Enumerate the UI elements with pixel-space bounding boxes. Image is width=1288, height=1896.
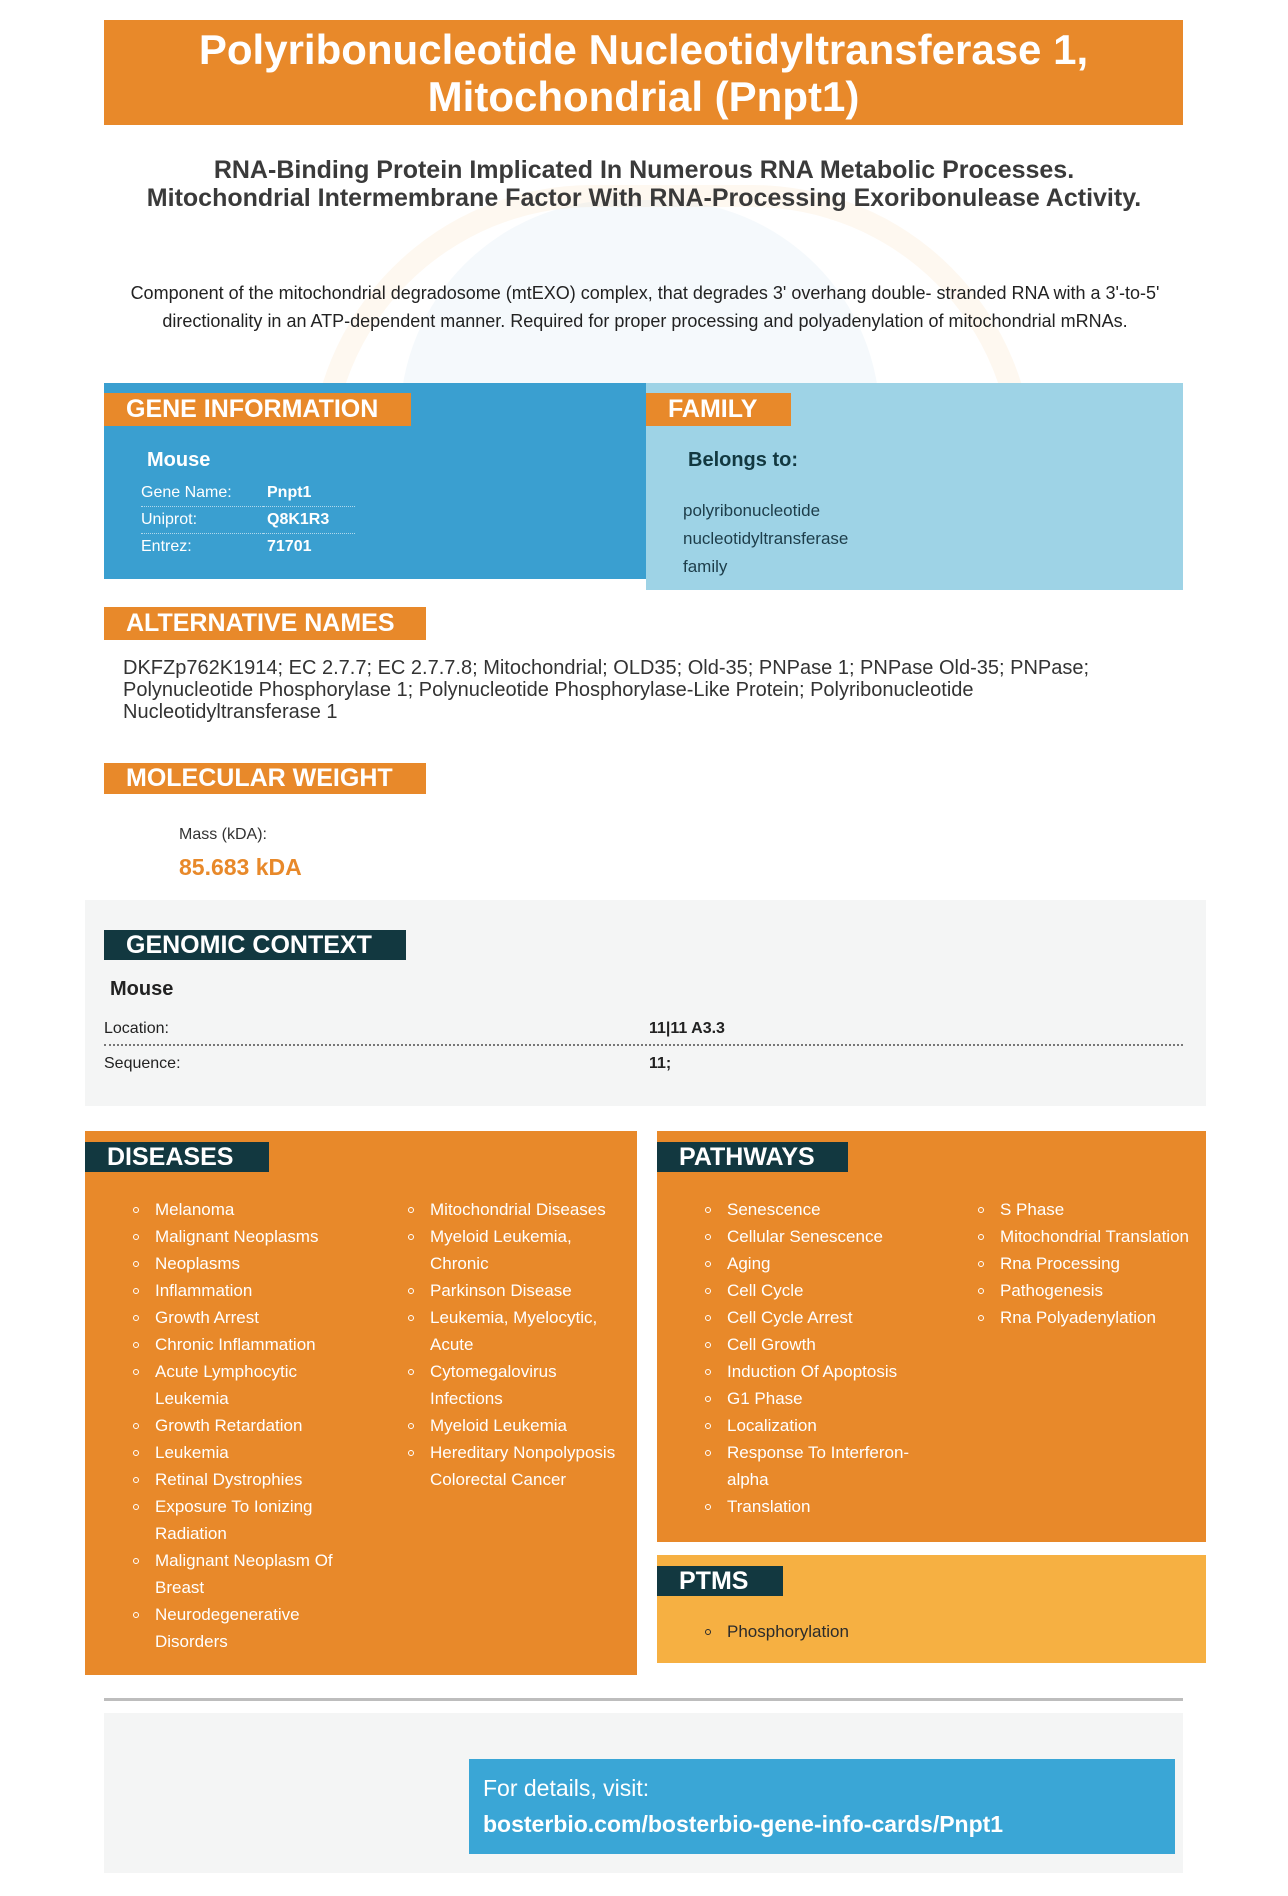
list-item: Mitochondrial Diseases — [405, 1196, 625, 1223]
list-item: Exposure To Ionizing Radiation — [130, 1493, 355, 1547]
gene-description: Component of the mitochondrial degradosome (mtEXO) complex, that degrades 3' overhang double- stranded RNA with a 3'-to-5' directionality in an ATP-dependent manner. Required for proper processing and polyadenylation of mitochondrial mRNAs. — [130, 283, 1160, 331]
uniprot-label: Uniprot: — [141, 507, 263, 534]
sequence-value: 11; — [649, 1055, 672, 1072]
pathways-panel — [657, 1131, 1206, 1542]
list-item: Aging — [702, 1250, 927, 1277]
list-item: S Phase — [975, 1196, 1205, 1223]
list-item: Localization — [702, 1412, 927, 1439]
sequence-label: Sequence: — [104, 1055, 181, 1072]
list-item: Neoplasms — [130, 1250, 355, 1277]
list-item: Hereditary Nonpolyposis Colorectal Cancer — [405, 1439, 625, 1493]
diseases-panel — [85, 1131, 637, 1675]
details-label: For details, visit: — [483, 1775, 650, 1801]
list-item: Cell Growth — [702, 1331, 927, 1358]
alternative-names-text: DKFZp762K1914; EC 2.7.7; EC 2.7.7.8; Mitochondrial; OLD35; Old-35; PNPase 1; PNPase Old-35; PNPase; Polynucleotide Phosphorylase 1; Polynucleotide Phosphorylase-Like Protein; Polyribonucleotide Nucleotidyltransferase 1 — [123, 657, 1090, 723]
details-callout[interactable] — [469, 1759, 1175, 1854]
molecular-weight-heading: MOLECULAR WEIGHT — [104, 763, 426, 794]
gene-info-row — [141, 534, 355, 561]
pathways-heading: PATHWAYS — [657, 1142, 848, 1172]
ptms-panel — [657, 1555, 1206, 1663]
list-item: Melanoma — [130, 1196, 355, 1223]
diseases-list-left — [130, 1196, 355, 1655]
gene-info-row — [141, 480, 355, 507]
gene-name-label: Gene Name: — [141, 480, 263, 507]
list-item: Cell Cycle Arrest — [702, 1304, 927, 1331]
list-item: G1 Phase — [702, 1385, 927, 1412]
list-item: Growth Arrest — [130, 1304, 355, 1331]
list-item: Myeloid Leukemia, Chronic — [405, 1223, 625, 1277]
gene-info-row — [141, 507, 355, 534]
entrez-value: 71701 — [267, 538, 312, 555]
list-item: Malignant Neoplasms — [130, 1223, 355, 1250]
list-item: Cytomegalovirus Infections — [405, 1358, 625, 1412]
footer-divider — [104, 1698, 1183, 1701]
location-row — [104, 1014, 1183, 1046]
page-title: Polyribonucleotide Nucleotidyltransferase 1, Mitochondrial (Pnpt1) — [198, 25, 1089, 120]
gene-information-heading: GENE INFORMATION — [104, 393, 411, 426]
belongs-to-label: Belongs to: — [688, 449, 798, 471]
list-item: Leukemia, Myelocytic, Acute — [405, 1304, 625, 1358]
list-item: Rna Processing — [975, 1250, 1205, 1277]
list-item: Rna Polyadenylation — [975, 1304, 1205, 1331]
list-item: Parkinson Disease — [405, 1277, 625, 1304]
list-item: Induction Of Apoptosis — [702, 1358, 927, 1385]
list-item: Translation — [702, 1493, 927, 1520]
family-heading: FAMILY — [646, 393, 791, 426]
mass-value: 85.683 kDA — [179, 854, 302, 880]
alternative-names-heading: ALTERNATIVE NAMES — [104, 607, 426, 640]
pathways-list-right — [975, 1196, 1205, 1331]
gene-species: Mouse — [147, 449, 211, 471]
list-item: Response To Interferon-alpha — [702, 1439, 927, 1493]
list-item: Acute Lymphocytic Leukemia — [130, 1358, 355, 1412]
ptms-list — [702, 1618, 1002, 1645]
page-subtitle: RNA-Binding Protein Implicated In Numerous RNA Metabolic Processes. Mitochondrial Intermembrane Factor With RNA-Processing Exoribonulease Activity. — [146, 156, 1142, 212]
list-item: Retinal Dystrophies — [130, 1466, 355, 1493]
sequence-row — [104, 1049, 1183, 1079]
pathways-list-left — [702, 1196, 927, 1520]
list-item: Malignant Neoplasm Of Breast — [130, 1547, 355, 1601]
mass-label: Mass (kDA): — [179, 826, 267, 843]
title-banner — [104, 20, 1183, 125]
list-item: Myeloid Leukemia — [405, 1412, 625, 1439]
location-label: Location: — [104, 1020, 169, 1037]
list-item: Phosphorylation — [702, 1618, 1002, 1645]
ptms-heading: PTMS — [657, 1566, 783, 1596]
entrez-label: Entrez: — [141, 538, 192, 555]
list-item: Leukemia — [130, 1439, 355, 1466]
list-item: Neurodegenerative Disorders — [130, 1601, 355, 1655]
list-item: Inflammation — [130, 1277, 355, 1304]
uniprot-value: Q8K1R3 — [263, 507, 355, 534]
diseases-list-right — [405, 1196, 625, 1493]
family-name: polyribonucleotide nucleotidyltransferase family — [683, 501, 849, 576]
diseases-heading: DISEASES — [85, 1142, 269, 1172]
genomic-context-heading: GENOMIC CONTEXT — [104, 930, 406, 960]
list-item: Senescence — [702, 1196, 927, 1223]
genomic-species: Mouse — [110, 978, 174, 1000]
list-item: Cell Cycle — [702, 1277, 927, 1304]
details-link[interactable]: bosterbio.com/bosterbio-gene-info-cards/Pnpt1 — [483, 1811, 1004, 1837]
list-item: Chronic Inflammation — [130, 1331, 355, 1358]
gene-name-value: Pnpt1 — [263, 480, 355, 507]
location-value: 11|11 A3.3 — [649, 1020, 725, 1037]
list-item: Pathogenesis — [975, 1277, 1205, 1304]
list-item: Mitochondrial Translation — [975, 1223, 1205, 1250]
list-item: Growth Retardation — [130, 1412, 355, 1439]
gene-info-table — [141, 480, 355, 560]
list-item: Cellular Senescence — [702, 1223, 927, 1250]
